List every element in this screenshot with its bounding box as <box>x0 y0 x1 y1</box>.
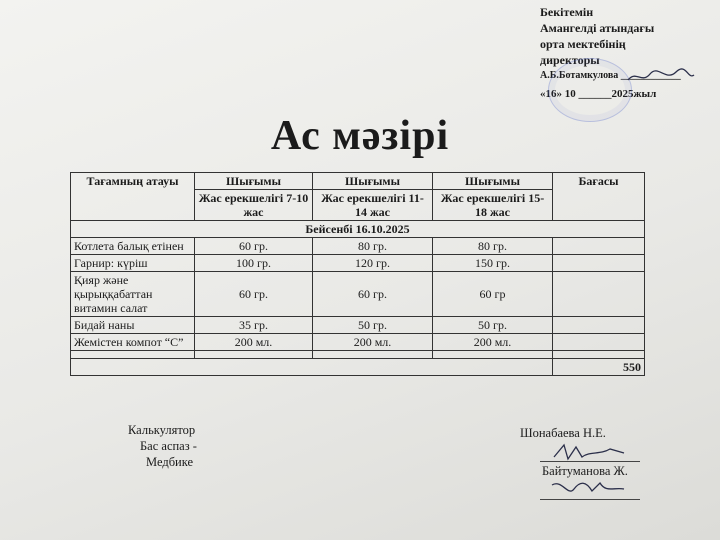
portion-cell: 150 гр. <box>433 255 553 272</box>
age-group-header: Жас ерекшелігі 11-14 жас <box>313 190 433 221</box>
signature-mark <box>550 441 630 463</box>
signature-line <box>540 441 640 462</box>
day-label: Бейсенбі 16.10.2025 <box>71 221 645 238</box>
price-cell <box>553 255 645 272</box>
approval-date: «16» 10 ______2025жыл <box>540 88 657 100</box>
portion-cell: 120 гр. <box>313 255 433 272</box>
portion-cell: 80 гр. <box>313 238 433 255</box>
dish-name: Жемістен компот “С” <box>71 334 195 351</box>
age-group-header: Жас ерекшелігі 15-18 жас <box>433 190 553 221</box>
empty-cell <box>313 351 433 359</box>
table-row <box>71 317 645 334</box>
table-row <box>71 334 645 351</box>
price-cell <box>553 238 645 255</box>
footer-roles <box>128 422 197 470</box>
portion-cell: 50 гр. <box>313 317 433 334</box>
portion-cell: 60 гр <box>433 272 553 317</box>
dish-name: Қияр және қырыққабаттан витамин салат <box>71 272 195 317</box>
empty-cell <box>71 351 195 359</box>
price-cell <box>553 334 645 351</box>
approval-line: Бекітемін <box>540 5 594 19</box>
dish-name: Бидай наны <box>71 317 195 334</box>
dish-name: Гарнир: күріш <box>71 255 195 272</box>
col-price-header: Бағасы <box>553 173 645 221</box>
signatory-name: Шонабаева Н.Е. <box>520 426 606 440</box>
table-row <box>71 351 645 359</box>
total-label-cell <box>71 359 553 376</box>
col-output-header: Шығымы <box>195 173 313 190</box>
col-dish-header: Тағамның атауы <box>71 173 195 221</box>
price-cell <box>553 317 645 334</box>
dish-name: Котлета балық етінен <box>71 238 195 255</box>
portion-cell: 200 мл. <box>433 334 553 351</box>
page-title: Ас мәзірі <box>270 113 450 159</box>
col-output-header: Шығымы <box>433 173 553 190</box>
approval-line: директоры <box>540 53 600 67</box>
signature-mark <box>548 477 628 499</box>
portion-cell: 80 гр. <box>433 238 553 255</box>
portion-cell: 200 мл. <box>195 334 313 351</box>
header-row <box>71 173 645 190</box>
signature-line <box>540 479 640 500</box>
director-name: А.Б.Ботамкулова ____________ <box>540 70 681 81</box>
day-row <box>71 221 645 238</box>
portion-cell: 200 мл. <box>313 334 433 351</box>
total-row <box>71 359 645 376</box>
approval-line: орта мектебінің <box>540 37 626 51</box>
menu-table <box>70 172 645 376</box>
approval-line: Амангелді атындағы <box>540 21 655 35</box>
portion-cell: 60 гр. <box>195 238 313 255</box>
price-cell <box>553 272 645 317</box>
table-row <box>71 238 645 255</box>
footer-signatures <box>520 426 660 500</box>
portion-cell: 35 гр. <box>195 317 313 334</box>
empty-cell <box>553 351 645 359</box>
signatory-name: Байтуманова Ж. <box>542 464 628 478</box>
role-label: Медбике <box>146 455 194 469</box>
portion-cell: 60 гр. <box>195 272 313 317</box>
role-label: Бас аспаз - <box>140 439 197 453</box>
empty-cell <box>433 351 553 359</box>
col-output-header: Шығымы <box>313 173 433 190</box>
role-label: Калькулятор <box>128 423 196 437</box>
table-row <box>71 272 645 317</box>
portion-cell: 100 гр. <box>195 255 313 272</box>
age-group-header: Жас ерекшелігі 7-10 жас <box>195 190 313 221</box>
portion-cell: 50 гр. <box>433 317 553 334</box>
table-row <box>71 255 645 272</box>
director-signature <box>626 66 696 86</box>
total-price: 550 <box>553 359 645 376</box>
portion-cell: 60 гр. <box>313 272 433 317</box>
empty-cell <box>195 351 313 359</box>
